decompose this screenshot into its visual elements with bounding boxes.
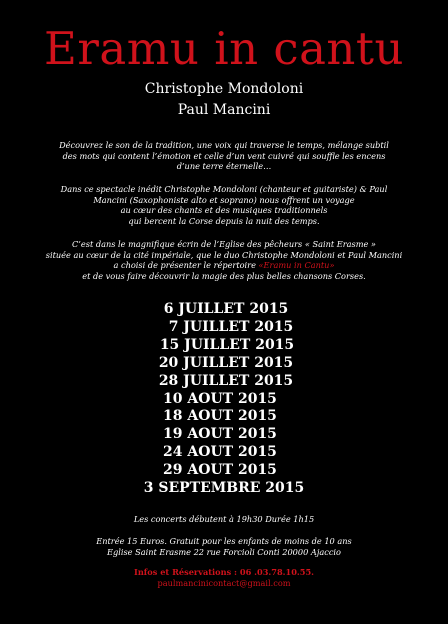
text-segment: a choisi de présenter le répertoire	[113, 260, 259, 271]
text-line: d’une terre éternelle…	[176, 161, 272, 172]
artist-name: Paul Mancini	[177, 102, 271, 118]
poster-title: Eramu in cantu	[44, 22, 404, 75]
concert-dates	[0, 301, 448, 498]
concert-date: 20 JUILLET 2015	[158, 354, 294, 371]
text-line: Découvrez le son de la tradition, une voix qui traverse le temps, mélange subtil	[59, 140, 389, 150]
pricing-block	[20, 536, 428, 557]
text-line: des mots qui content l’émotion et celle d’un vent cuivré qui souffle les encens	[62, 150, 386, 161]
text-line: Mancini (Saxophoniste alto et soprano) nous offrent un voyage	[93, 194, 355, 205]
text-line: située au cœur de la cité impériale, que le duo Christophe Mondoloni et Paul Mancini	[45, 249, 403, 260]
venue-paragraph	[30, 239, 418, 281]
schedule-line: Les concerts débutent à 19h30 Durée 1h15	[133, 514, 315, 524]
text-line: Entrée 15 Euros. Gratuit pour les enfants de moins de 10 ans	[96, 536, 352, 546]
concert-date: 19 AOUT 2015	[163, 426, 277, 443]
contact-block	[0, 567, 448, 589]
text-line: et de vous faire découvrir la magie des plus belles chansons Corses.	[82, 270, 366, 281]
intro-paragraph	[30, 140, 418, 172]
contact-email[interactable]: paulmancinicontact@gmail.com	[157, 578, 291, 588]
artist-name: Christophe Mondoloni	[144, 81, 304, 97]
reservation-phone: Infos et Réservations : 06 .03.78.10.55.	[134, 567, 314, 577]
concert-date: 24 AOUT 2015	[163, 444, 277, 461]
concert-date: 6 JUILLET 2015	[163, 301, 289, 317]
concert-date: 15 JUILLET 2015	[159, 336, 295, 353]
text-line: au cœur des chants et des musiques traditionnels	[120, 205, 328, 216]
text-line: Dans ce spectacle inédit Christophe Mondoloni (chanteur et guitariste) & Paul	[60, 184, 388, 194]
concert-date: 28 JUILLET 2015	[158, 372, 294, 389]
repertoire-highlight: «Eramu in Cantu»	[258, 260, 335, 271]
concert-date: 29 AOUT 2015	[163, 462, 277, 479]
concert-date: 7 JUILLET 2015	[168, 318, 294, 335]
concert-date: 3 SEPTEMBRE 2015	[143, 480, 305, 497]
text-line: Eglise Saint Erasme 22 rue Forcioli Conti 20000 Ajaccio	[107, 546, 341, 557]
show-paragraph	[30, 184, 418, 226]
concert-date: 10 AOUT 2015	[163, 390, 277, 407]
text-line	[30, 260, 418, 271]
concert-date: 18 AOUT 2015	[163, 408, 277, 425]
text-line: qui bercent la Corse depuis la nuit des temps.	[128, 215, 320, 226]
text-line: C’est dans le magnifique écrin de l’Eglise des pêcheurs « Saint Erasme »	[72, 239, 376, 249]
